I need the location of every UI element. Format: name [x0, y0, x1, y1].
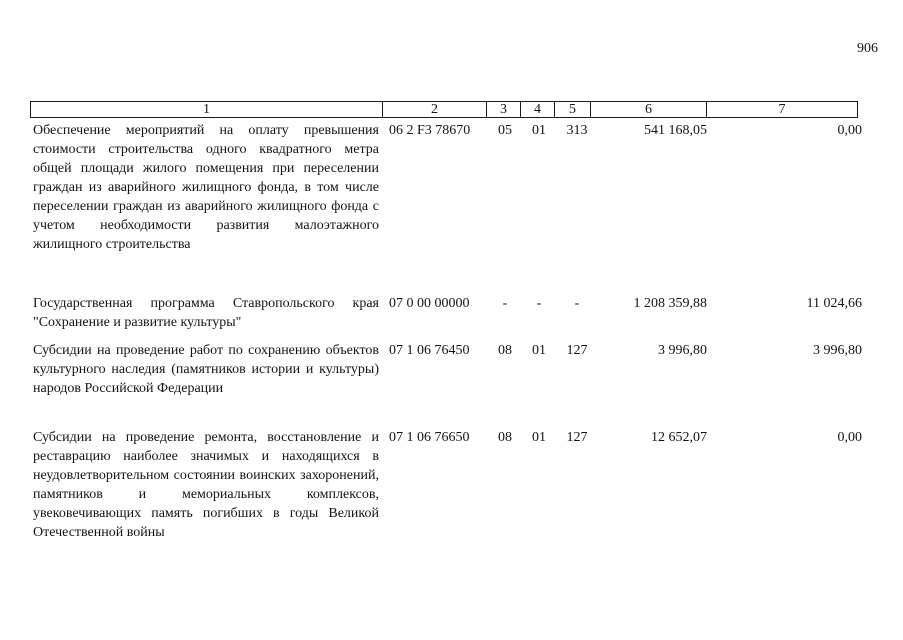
row-amount-total: 3 996,80	[658, 343, 707, 358]
row-name: Субсидии на проведение ремонта, восстановление и реставрацию наиболее значимых и находящихся в неудовлетворительном состоянии воинских захоронений, памятников и мемориальных комплексов, увековечивающих память погибших в годы Великой Отечественной войны	[33, 430, 379, 540]
row-amount-total: 1 208 359,88	[633, 296, 707, 311]
row-amount-secondary: 0,00	[837, 430, 862, 445]
row-amount-secondary: 3 996,80	[813, 343, 862, 358]
row-amount-secondary: 11 024,66	[806, 296, 862, 311]
row-code: 07 0 00 00000	[389, 296, 470, 311]
row-amount-secondary: 0,00	[837, 123, 862, 138]
row-amount-total: 541 168,05	[644, 123, 707, 138]
row-code: 06 2 F3 78670	[389, 123, 471, 138]
column-header-6: 6	[591, 102, 707, 118]
column-header-3: 3	[487, 102, 521, 118]
column-header-4: 4	[521, 102, 555, 118]
row-name: Субсидии на проведение работ по сохранению объектов культурного наследия (памятников истории и культуры) народов Российской Федерации	[33, 343, 379, 396]
row-section: 05	[498, 123, 512, 138]
row-code: 07 1 06 76450	[389, 343, 470, 358]
column-header-2: 2	[383, 102, 487, 118]
row-expense-type: 313	[566, 123, 588, 138]
row-expense-type: 127	[566, 343, 588, 358]
row-name: Обеспечение мероприятий на оплату превышения стоимости строительства одного квадратного метра общей площади жилого помещения при переселении граждан из аварийного жилищного фонда, в том числе переселении граждан из аварийного жилищного фонда с учетом необходимости развития малоэтажного жилищного строительства	[33, 123, 379, 252]
row-subsection: 01	[532, 343, 546, 358]
column-header-1: 1	[31, 102, 383, 118]
row-section: -	[502, 296, 508, 311]
row-name: Государственная программа Ставропольского края "Сохранение и развитие культуры"	[33, 296, 379, 330]
row-expense-type: -	[574, 296, 580, 311]
row-subsection: -	[536, 296, 542, 311]
row-code: 07 1 06 76650	[389, 430, 470, 445]
row-expense-type: 127	[566, 430, 588, 445]
page-number: 906	[857, 41, 878, 56]
row-subsection: 01	[532, 123, 546, 138]
column-header-7: 7	[707, 102, 858, 118]
row-amount-total: 12 652,07	[651, 430, 707, 445]
row-section: 08	[498, 430, 512, 445]
column-header-row	[30, 101, 858, 118]
column-header-5: 5	[555, 102, 591, 118]
row-subsection: 01	[532, 430, 546, 445]
row-section: 08	[498, 343, 512, 358]
